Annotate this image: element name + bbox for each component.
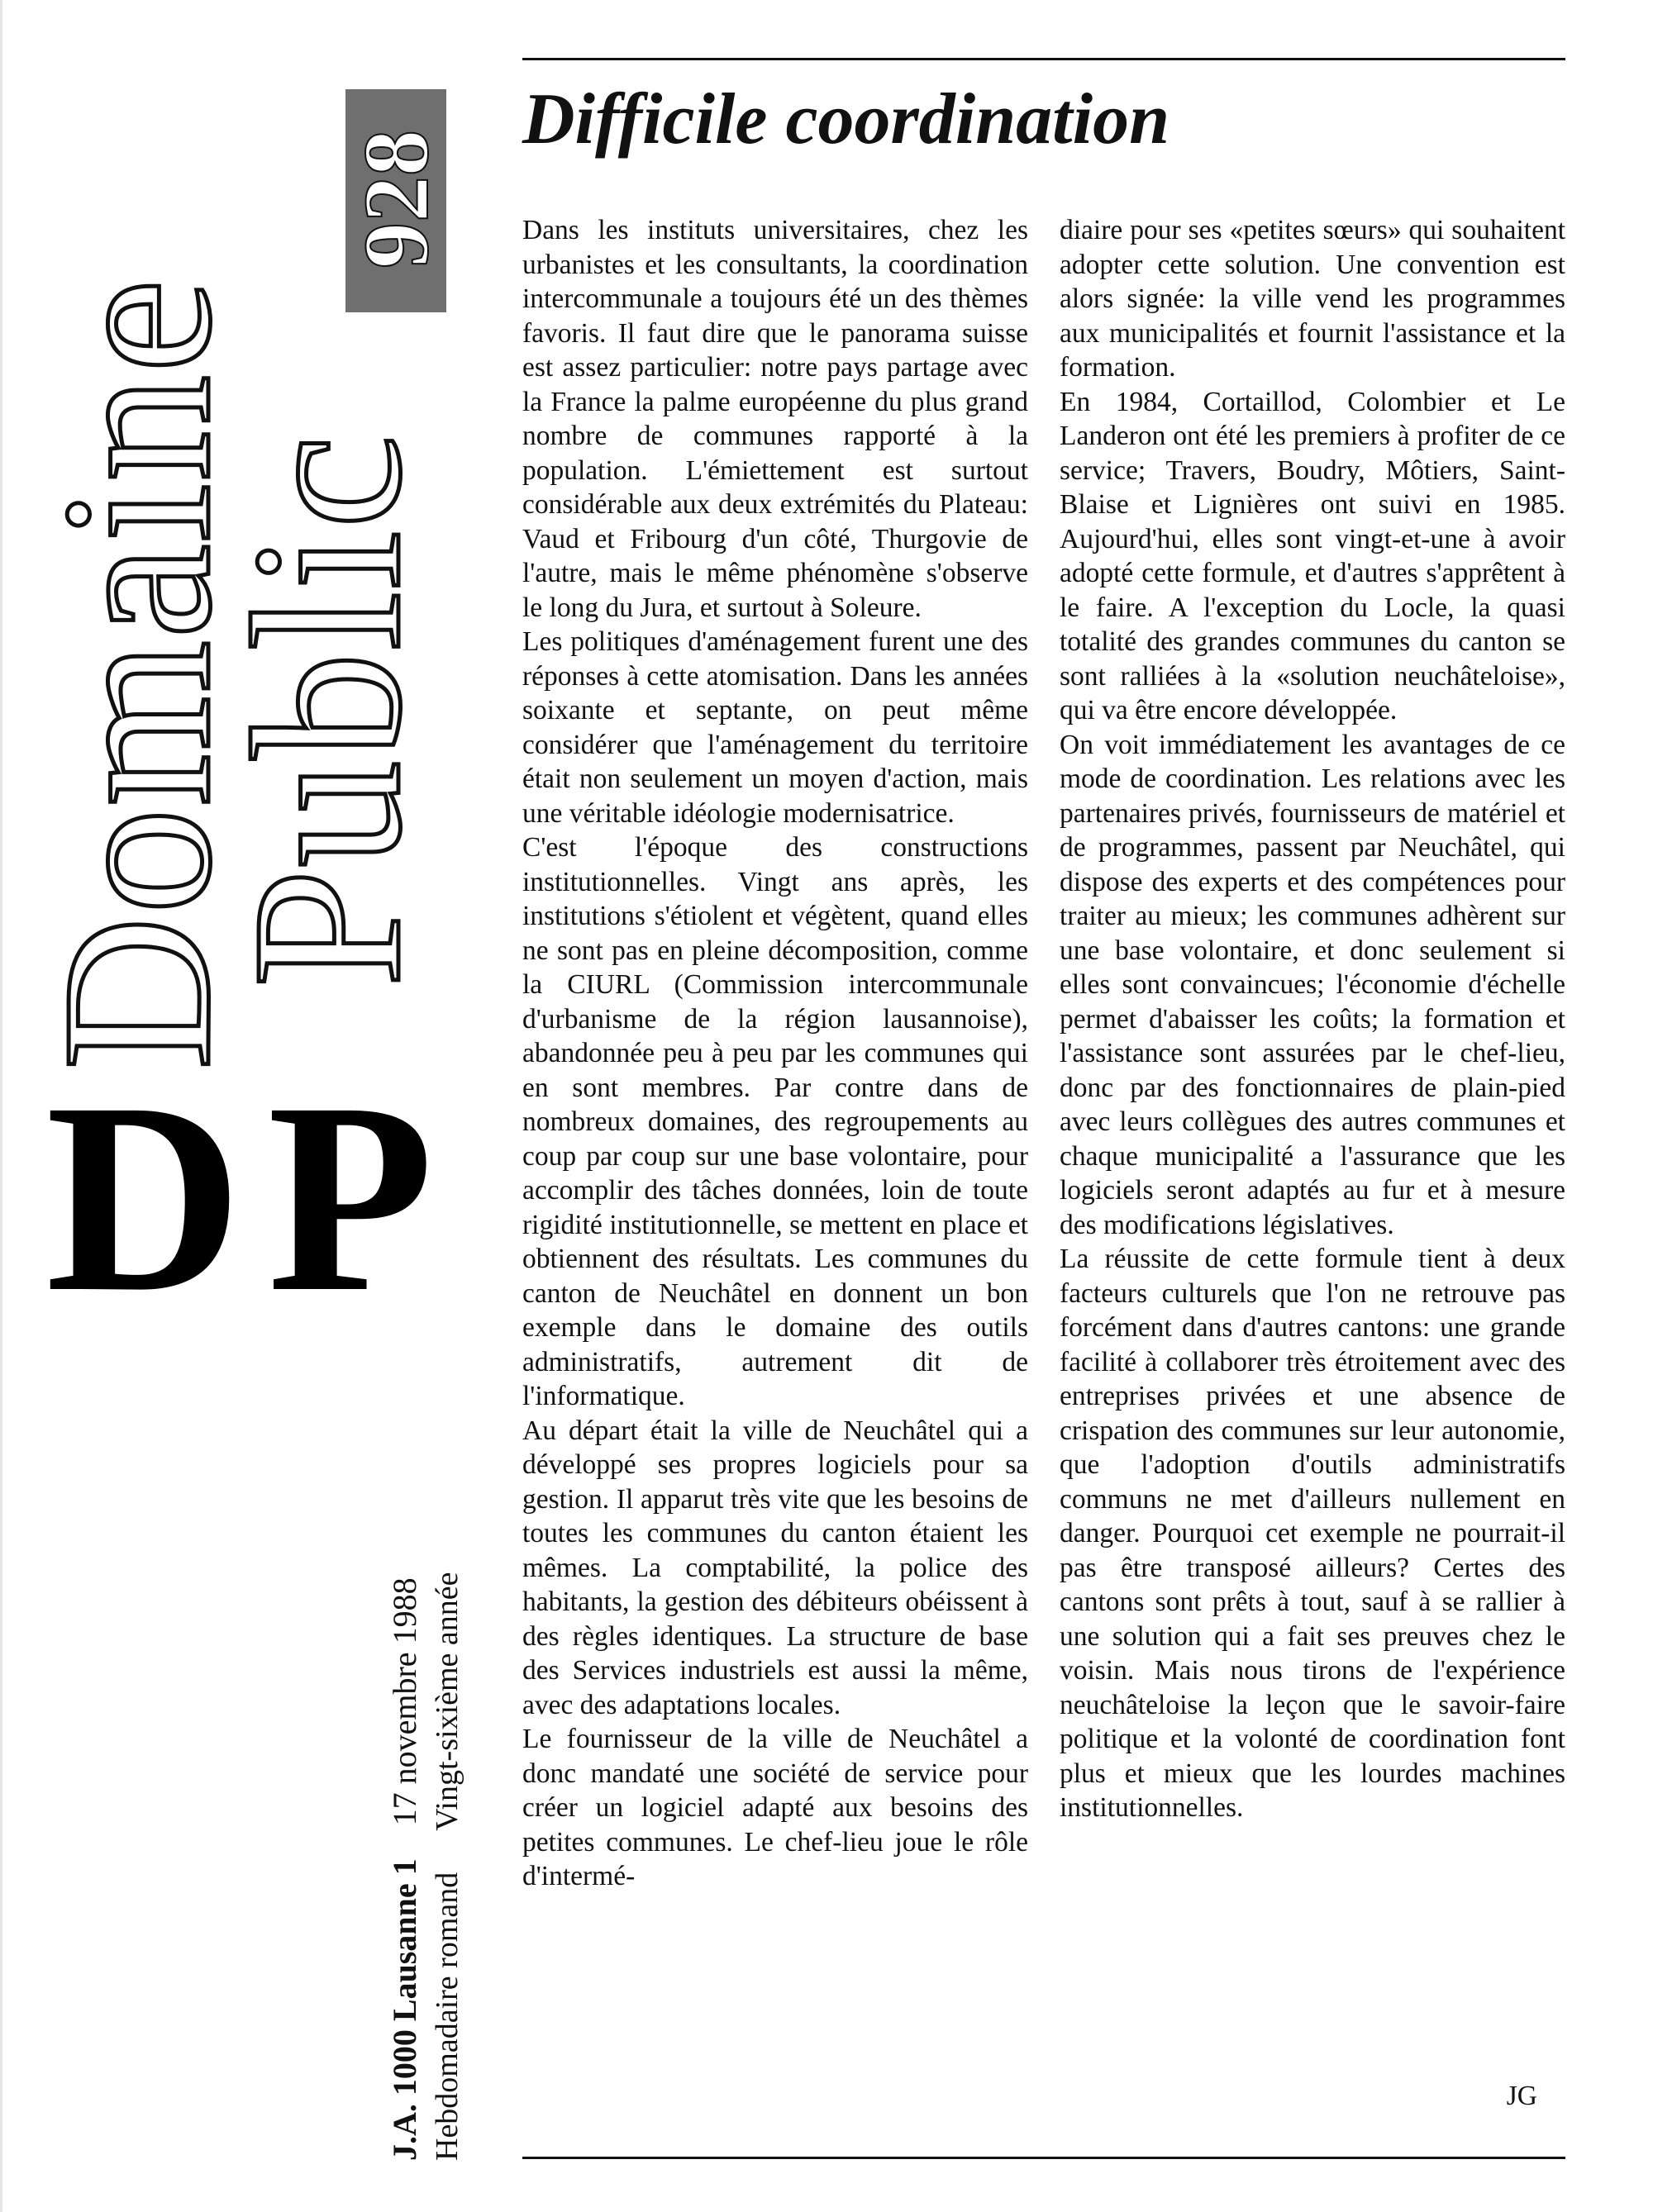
paragraph: Les politiques d'aménagement furent une des réponses à cette atomisation. Dans les années soixante et septante, on peut même considérer que l'aménagement du territoire était non seulement un moyen d'action, mais une véritable idéologie modernisatrice. bbox=[522, 626, 1028, 829]
publication-type: Hebdomadaire romand bbox=[430, 1872, 464, 2161]
publication-year: Vingt-sixième année bbox=[430, 1572, 464, 1831]
top-rule bbox=[522, 58, 1565, 60]
dp-logo: DP bbox=[45, 1047, 459, 1349]
paragraph: On voit immédiatement les avantages de ce mode de coordination. Les relations avec les partenaires privés, fournisseurs de matériel et de programmes, passent par Neuchâtel, qui dispose des experts et des compétences pour traiter au mieux; les communes adhèrent sur une base volontaire, et donc seulement si elles sont convaincues; l'économie d'échelle permet d'abaisser les coûts; la formation et l'assistance sont assurées par le chef-lieu, donc par des fonctionnaires de plain-pied avec leurs collègues des autres communes et chaque municipalité a l'assurance que les logiciels seront adaptés au fur et à mesure des modifications législatives. bbox=[1060, 729, 1565, 1240]
paragraph: En 1984, Cortaillod, Colombier et Le Landeron ont été les premiers à profiter de ce service; Travers, Boudry, Môtiers, Saint-Blaise et Lignières ont suivi en 1985. Aujourd'hui, elles sont vingt-et-une à avoir adopté cette formule, et d'autres s'apprêtent à le faire. A l'exception du Locle, la quasi totalité des grandes communes du canton se sont ralliées à la «solution neuchâteloise», qui va être encore développée. bbox=[1060, 386, 1565, 725]
bottom-rule bbox=[522, 2157, 1565, 2159]
issue-info-line-2 bbox=[428, 1417, 466, 2161]
paragraph: diaire pour ses «petites sœurs» qui souhaitent adopter cette solution. Une convention est alors signée: la ville vend les programmes aux municipalités et fournit l'assistance et la formation. bbox=[1060, 215, 1565, 383]
postal-mark: J.A. 1000 Lausanne 1 bbox=[386, 1858, 423, 2161]
paragraph: Le fournisseur de la ville de Neuchâtel a donc mandaté une société de service pour créer un logiciel adapté aux besoins des petites communes. Le chef-lieu joue le rôle d'intermé- bbox=[522, 1724, 1028, 1891]
article-title: Difficile coordination bbox=[522, 79, 1170, 159]
paragraph: C'est l'époque des constructions institutionnelles. Vingt ans après, les institutions s'étiolent et végètent, quand elles ne sont pas en pleine décomposition, comme la CIURL (Commission intercommunale d'urbanisme de la région lausannoise), abandonnée peu à peu par les communes qui en sont membres. Par contre dans de nombreux domaines, des regroupements au coup par coup sur une base volontaire, pour accomplir des tâches données, loin de toute rigidité institutionnelle, se mettent en place et obtiennent des résultats. Les communes du canton de Neuchâtel en donnent un bon exemple dans le domaine des outils administratifs, autrement dit de l'informatique. bbox=[522, 832, 1028, 1411]
article-column-left bbox=[522, 213, 1028, 2105]
paragraph: La réussite de cette formule tient à deux facteurs culturels que l'on ne retrouve pas forcément dans d'autres cantons: une grande facilité à collaborer très étroitement avec des entreprises privées et une absence de crispation des communes sur leur autonomie, que l'adoption d'outils administratifs communs ne met d'ailleurs nullement en danger. Pourquoi cet exemple ne pourrait-il pas être transposé ailleurs? Certes des cantons sont prêts à tout, sauf à se rallier à une solution qui a fait ses preuves chez le voisin. Mais nous tirons de l'expérience neuchâteloise la leçon que le savoir-faire politique et la volonté de coordination font plus et mieux que les lourdes machines institutionnelles. bbox=[1060, 1244, 1565, 1823]
author-signature: JG bbox=[1506, 2081, 1537, 2111]
masthead-word-domaine: Domaine bbox=[18, 277, 255, 1070]
issue-number: 928 bbox=[345, 130, 448, 269]
issue-date: 17 novembre 1988 bbox=[386, 1577, 423, 1826]
issue-info-line-1 bbox=[384, 1417, 426, 2161]
masthead-word-public: Public bbox=[208, 432, 445, 987]
paragraph: Dans les instituts universitaires, chez les urbanistes et les consultants, la coordination intercommunale a toujours été un des thèmes favoris. Il faut dire que le panorama suisse est assez particulier: notre pays partage avec la France la palme européenne du plus grand nombre de communes rapporté à la population. L'émiettement est surtout considérable aux deux extrémités du Plateau: Vaud et Fribourg d'un côté, Thurgovie de l'autre, mais le même phénomène s'observe le long du Jura, et surtout à Soleure. bbox=[522, 215, 1028, 623]
article-column-right bbox=[1060, 213, 1565, 2105]
paragraph: Au départ était la ville de Neuchâtel qui a développé ses propres logiciels pour sa gestion. Il apparut très vite que les besoins de toutes les communes du canton étaient les mêmes. La comptabilité, la police des habitants, la gestion des débiteurs obéissent à des règles identiques. La structure de base des Services industriels est aussi la même, avec des adaptations locales. bbox=[522, 1415, 1028, 1720]
